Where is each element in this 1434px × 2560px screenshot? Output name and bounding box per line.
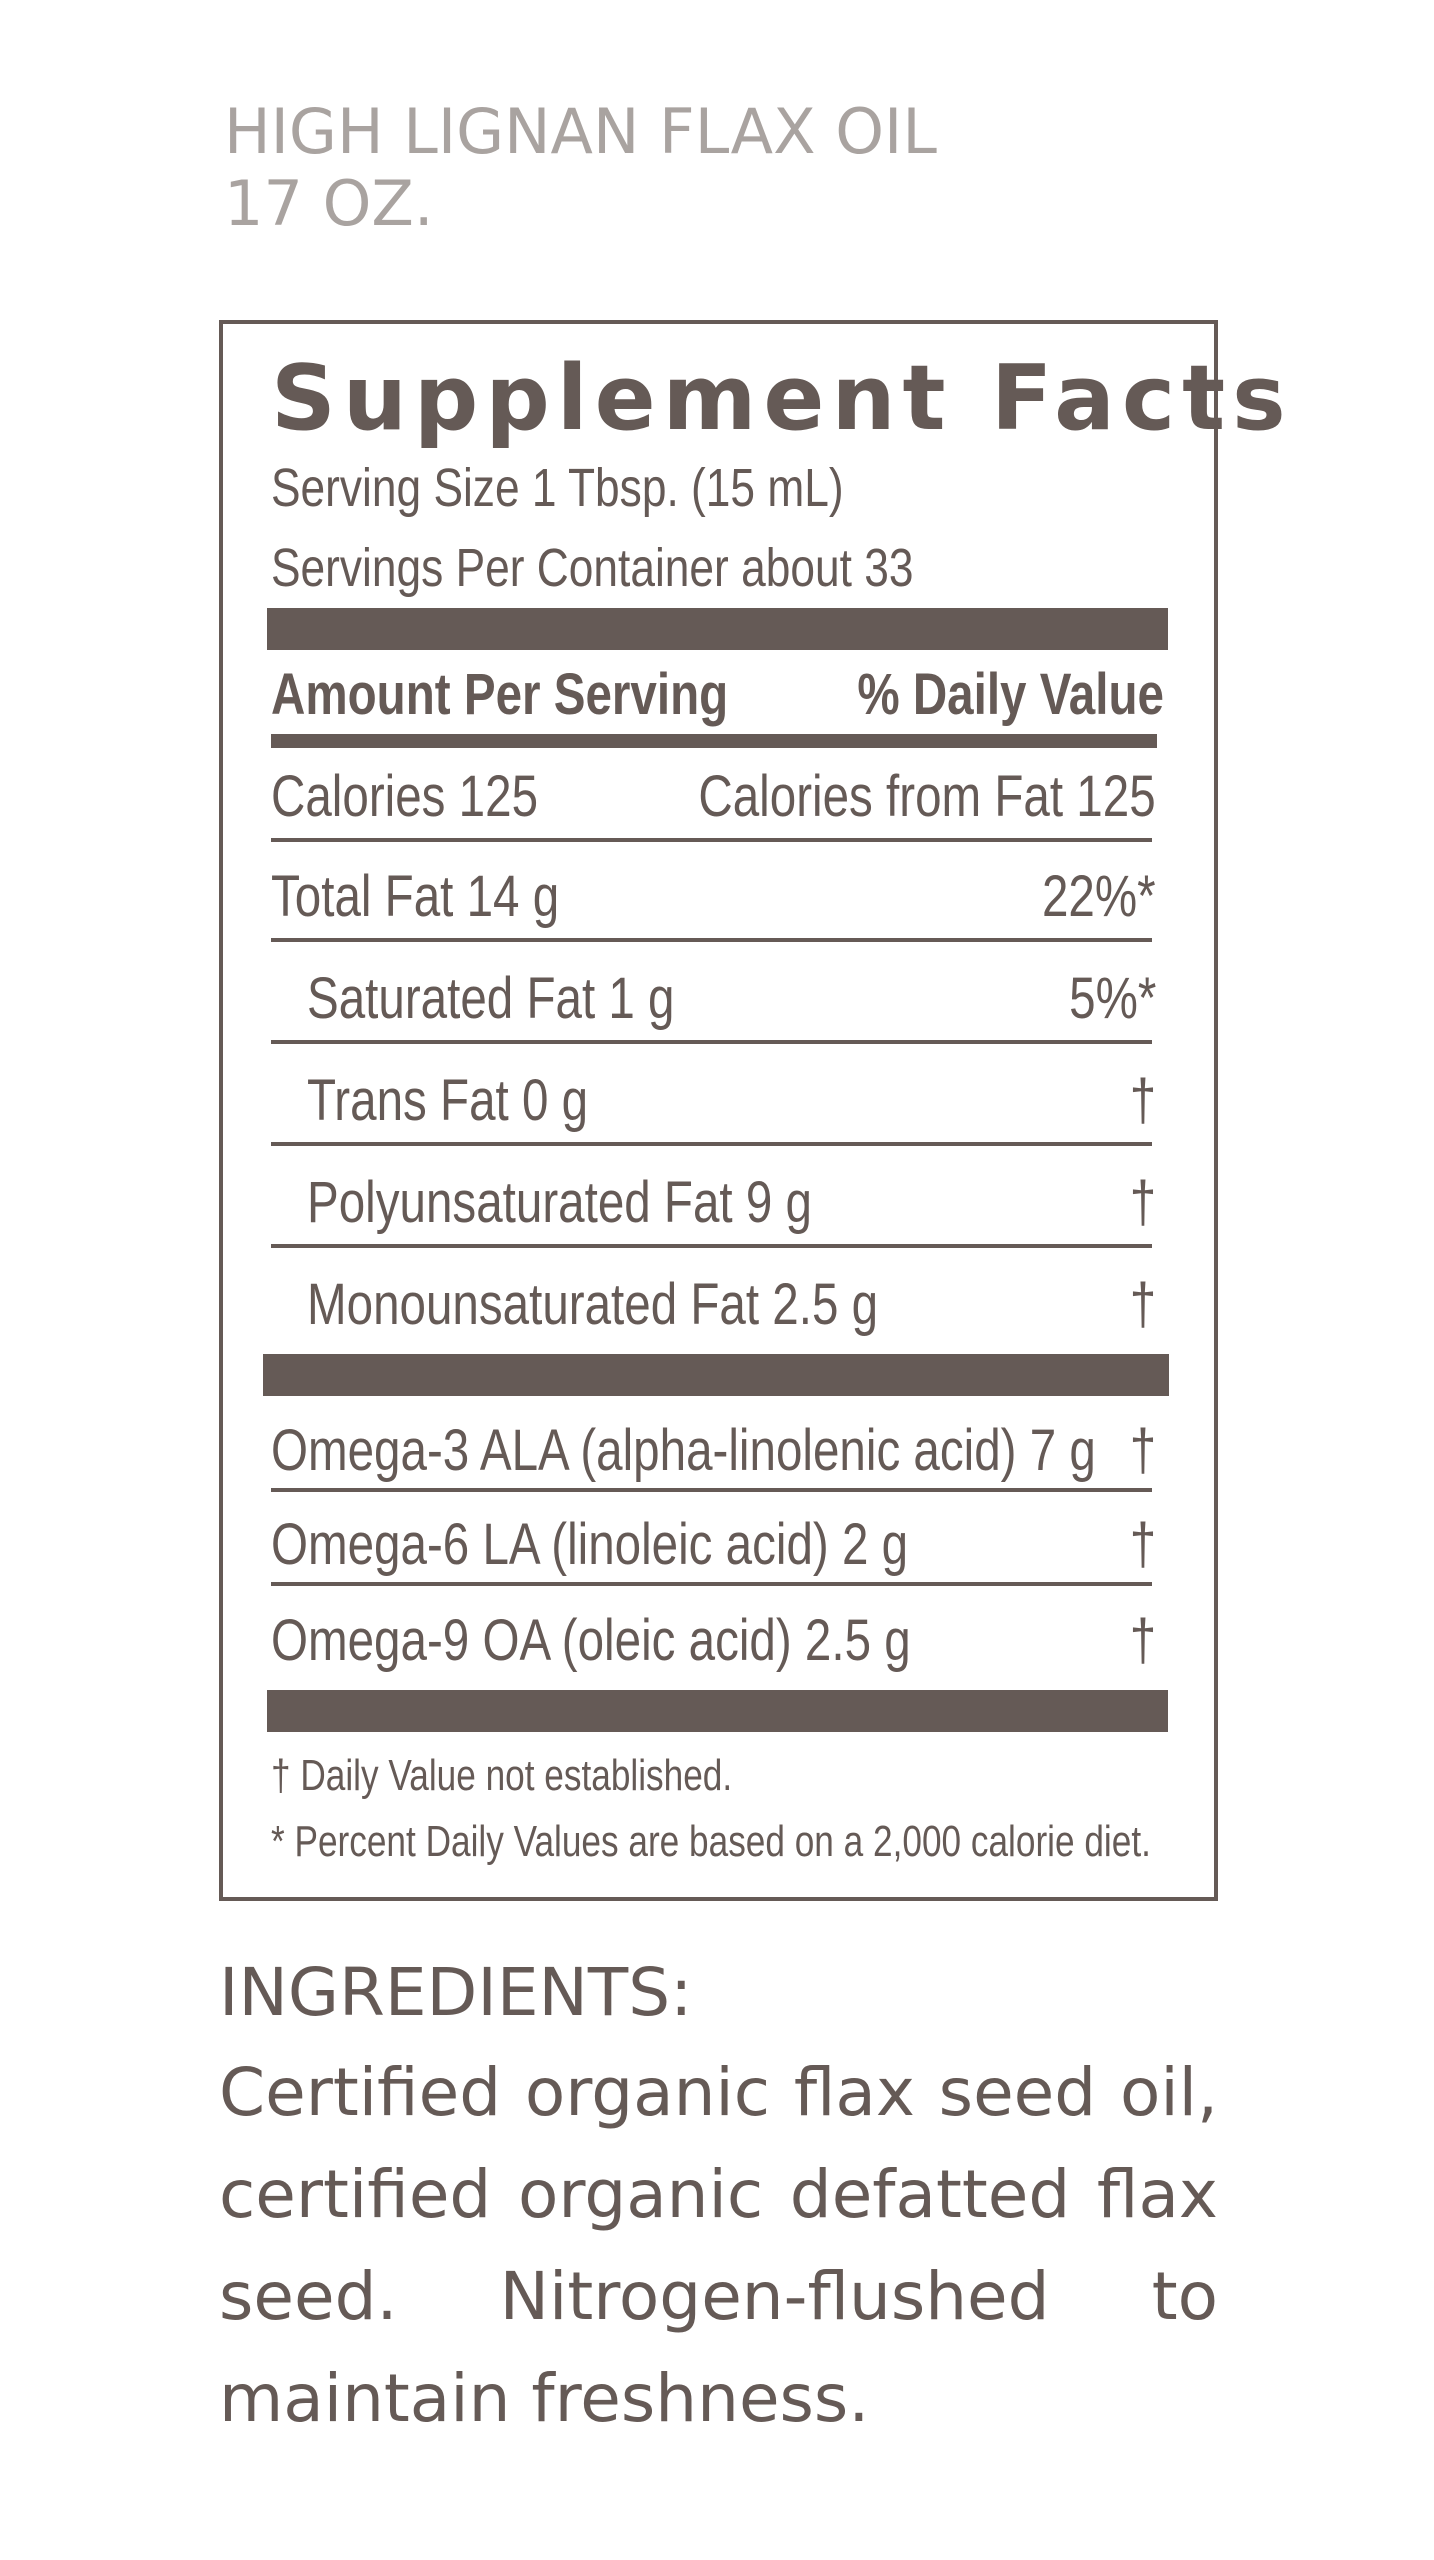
- row-divider: [271, 838, 1152, 842]
- nutrient-row-dv: 5%*: [1068, 966, 1156, 1031]
- thick-divider-bottom: [267, 1690, 1168, 1732]
- omega-row-label: Omega-3 ALA (alpha-linolenic acid) 7 g: [271, 1418, 1096, 1483]
- nutrient-row-label: Monounsaturated Fat 2.5 g: [307, 1272, 879, 1337]
- omega-row-dv: †: [1129, 1608, 1156, 1673]
- serving-size: Serving Size 1 Tbsp. (15 mL): [271, 458, 844, 518]
- nutrient-row-label: Polyunsaturated Fat 9 g: [307, 1170, 812, 1235]
- amount-per-serving-header: Amount Per Serving: [271, 662, 729, 727]
- row-divider: [271, 1582, 1152, 1586]
- ingredients-heading: INGREDIENTS:: [219, 1954, 693, 2031]
- nutrient-row-label: Saturated Fat 1 g: [307, 966, 675, 1031]
- product-size: 17 OZ.: [224, 167, 434, 240]
- servings-per-container: Servings Per Container about 33: [271, 538, 914, 598]
- thick-divider-top: [267, 608, 1168, 650]
- product-name: HIGH LIGNAN FLAX OIL: [224, 95, 937, 168]
- medium-divider: [271, 734, 1157, 748]
- omega-row-dv: †: [1129, 1418, 1156, 1483]
- row-divider: [271, 1142, 1152, 1146]
- omega-row-label: Omega-6 LA (linoleic acid) 2 g: [271, 1512, 909, 1577]
- nutrient-row-label: Total Fat 14 g: [271, 864, 560, 929]
- omega-row-dv: †: [1129, 1512, 1156, 1577]
- facts-title: Supplement Facts: [271, 346, 1293, 451]
- row-divider: [271, 938, 1152, 942]
- supplement-facts-panel: [219, 320, 1293, 1901]
- nutrient-row-dv: 22%*: [1042, 864, 1156, 929]
- ingredients-section: [219, 1950, 1218, 2450]
- row-divider: [271, 1244, 1152, 1248]
- omega-row-label: Omega-9 OA (oleic acid) 2.5 g: [271, 1608, 911, 1673]
- calories-from-fat: Calories from Fat 125: [698, 764, 1156, 829]
- product-header: [224, 96, 1224, 240]
- nutrient-row-dv: †: [1129, 1170, 1156, 1235]
- daily-value-header: % Daily Value: [857, 662, 1164, 727]
- footnote-star: * Percent Daily Values are based on a 2,000 calorie diet.: [271, 1817, 1151, 1866]
- row-divider: [271, 1488, 1152, 1492]
- nutrient-row-dv: †: [1129, 1068, 1156, 1133]
- row-divider: [271, 1040, 1152, 1044]
- thick-divider-middle: [263, 1354, 1169, 1396]
- nutrient-row-dv: †: [1129, 1272, 1156, 1337]
- ingredients-text: Certified organic flax seed oil, certified organic defatted flax seed. Nitrogen-flushed to maintain freshness.: [219, 2054, 1218, 2437]
- calories: Calories 125: [271, 764, 539, 829]
- nutrient-row-label: Trans Fat 0 g: [307, 1068, 589, 1133]
- footnote-dagger: † Daily Value not established.: [271, 1751, 733, 1800]
